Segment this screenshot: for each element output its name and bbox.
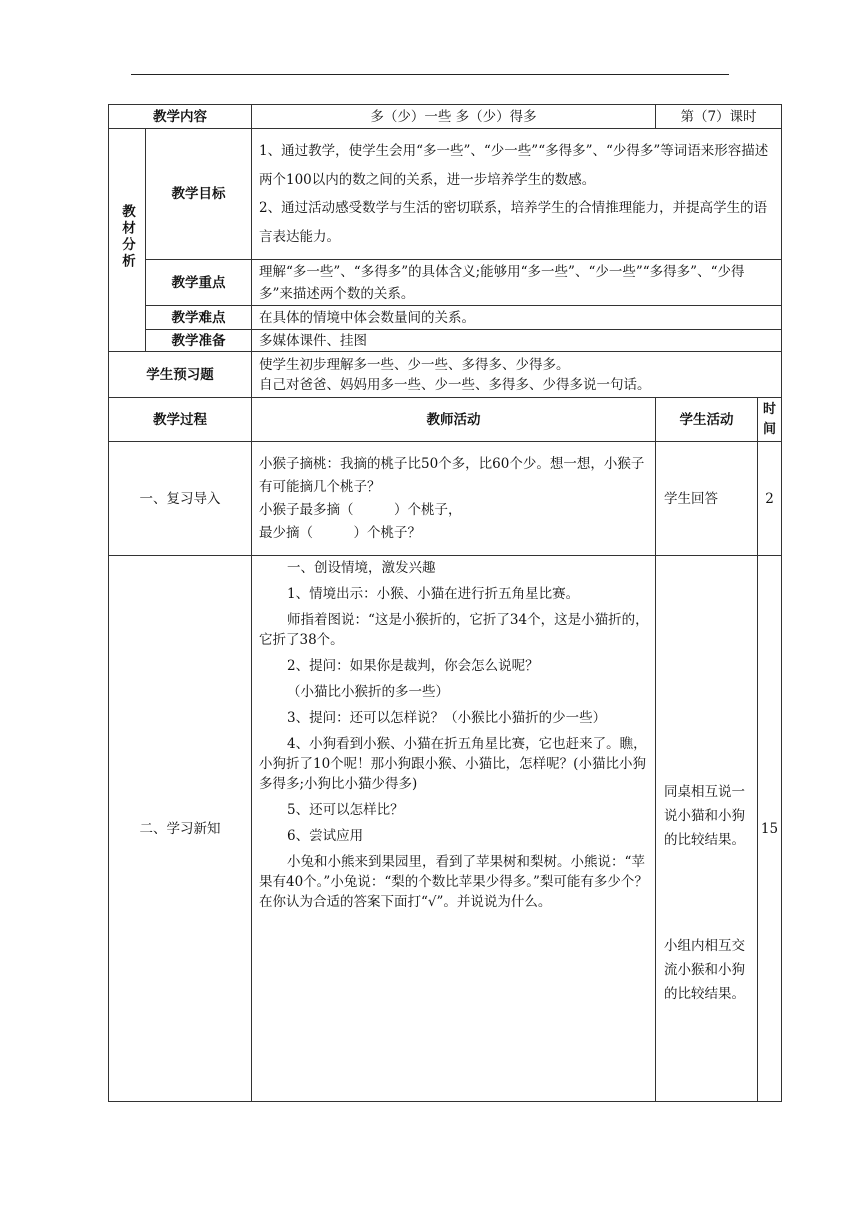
new-step-3: 2、提问：如果你是裁判，你会怎么说呢？ [287, 658, 539, 674]
objectives-label: 教学目标 [146, 129, 252, 260]
new-step-1: 1、情境出示：小猴、小猫在进行折五角星比赛。 [287, 586, 580, 602]
preparation-text: 多媒体课件、挂图 [252, 330, 782, 352]
student-header: 学生活动 [656, 398, 758, 442]
lesson-title: 多（少）一些 多（少）得多 [252, 105, 656, 129]
analysis-side-label: 教材分析 [119, 204, 135, 270]
new-step-8: 6、尝试应用 [287, 828, 364, 844]
stage-name-new: 二、学习新知 [109, 556, 252, 1102]
header-rule [131, 74, 729, 75]
key-points-text: 理解“多一些”、“多得多”的具体含义;能够用“多一些”、“少一些”“多得多”、“少得多”来描述两个数的关系。 [252, 260, 782, 306]
objective-1: 1、通过教学，使学生会用“多一些”、“少一些”“多得多”、“少得多”等词语来形容描述两个100以内的数之间的关系，进一步培养学生的数感。 [259, 143, 769, 188]
student-new-2: 小组内相互交流小猴和小狗的比较结果。 [664, 938, 746, 1002]
difficulties-row [109, 306, 782, 330]
content-row [109, 105, 782, 129]
new-step-6: 4、小狗看到小猴、小猫在折五角星比赛，它也赶来了。瞧，小狗折了10个呢！那小狗跟小猴、小猫比，怎样呢？(小猫比小狗多得多;小狗比小猫少得多) [259, 736, 647, 792]
preview-label: 学生预习题 [109, 352, 252, 398]
analysis-side-cell [109, 129, 146, 352]
student-activity-review: 学生回答 [656, 442, 758, 556]
preparation-label: 教学准备 [146, 330, 252, 352]
new-step-4: （小猫比小猴折的多一些） [287, 684, 449, 700]
preview-line-2: 自己对爸爸、妈妈用多一些、少一些、多得多、少得多说一句话。 [259, 376, 651, 393]
student-new-1: 同桌相互说一说小猫和小狗的比较结果。 [664, 784, 746, 848]
process-header-row [109, 398, 782, 442]
review-blank-min: 最少摘（ ）个桃子？ [259, 524, 421, 541]
difficulties-text: 在具体的情境中体会数量间的关系。 [252, 306, 782, 330]
period-label: 第（7）课时 [656, 105, 782, 129]
new-step-0: 一、创设情境，激发兴趣 [287, 560, 436, 576]
stage-row-new [109, 556, 782, 1102]
objectives-text [252, 129, 782, 260]
lesson-plan-table [108, 104, 782, 1102]
stage-name-review: 一、复习导入 [109, 442, 252, 556]
student-activity-new [656, 556, 758, 1102]
preparation-row [109, 330, 782, 352]
new-step-9: 小兔和小熊来到果园里，看到了苹果树和梨树。小熊说：“苹果有40个。”小兔说：“梨的个数比苹果少得多。”梨可能有多少个？在你认为合适的答案下面打“√”。并说说为什么。 [259, 854, 648, 910]
teacher-header: 教师活动 [252, 398, 656, 442]
new-step-7: 5、还可以怎样比？ [287, 802, 404, 818]
preview-text [252, 352, 782, 398]
review-blank-max: 小猴子最多摘（ ）个桃子， [259, 501, 462, 518]
objectives-row [109, 129, 782, 260]
new-step-2: 师指着图说：“这是小猴折的，它折了34个，这是小猫折的，它折了38个。 [259, 612, 649, 648]
process-header: 教学过程 [109, 398, 252, 442]
teacher-activity-review [252, 442, 656, 556]
key-points-label: 教学重点 [146, 260, 252, 306]
teacher-activity-new [252, 556, 656, 1102]
review-question: 小猴子摘桃：我摘的桃子比50个多，比60个少。想一想，小猴子有可能摘几个桃子？ [259, 455, 645, 495]
time-review: 2 [758, 442, 782, 556]
objective-2: 2、通过活动感受数学与生活的密切联系，培养学生的合情推理能力，并提高学生的语言表达能力。 [259, 200, 768, 245]
preview-line-1: 使学生初步理解多一些、少一些、多得多、少得多。 [259, 356, 570, 373]
time-new: 15 [758, 556, 782, 1102]
content-label: 教学内容 [109, 105, 252, 129]
difficulties-label: 教学难点 [146, 306, 252, 330]
time-header: 时间 [758, 398, 782, 442]
preview-row [109, 352, 782, 398]
key-points-row [109, 260, 782, 306]
stage-row-review [109, 442, 782, 556]
new-step-5: 3、提问：还可以怎样说？（小猴比小猫折的少一些） [287, 710, 607, 726]
